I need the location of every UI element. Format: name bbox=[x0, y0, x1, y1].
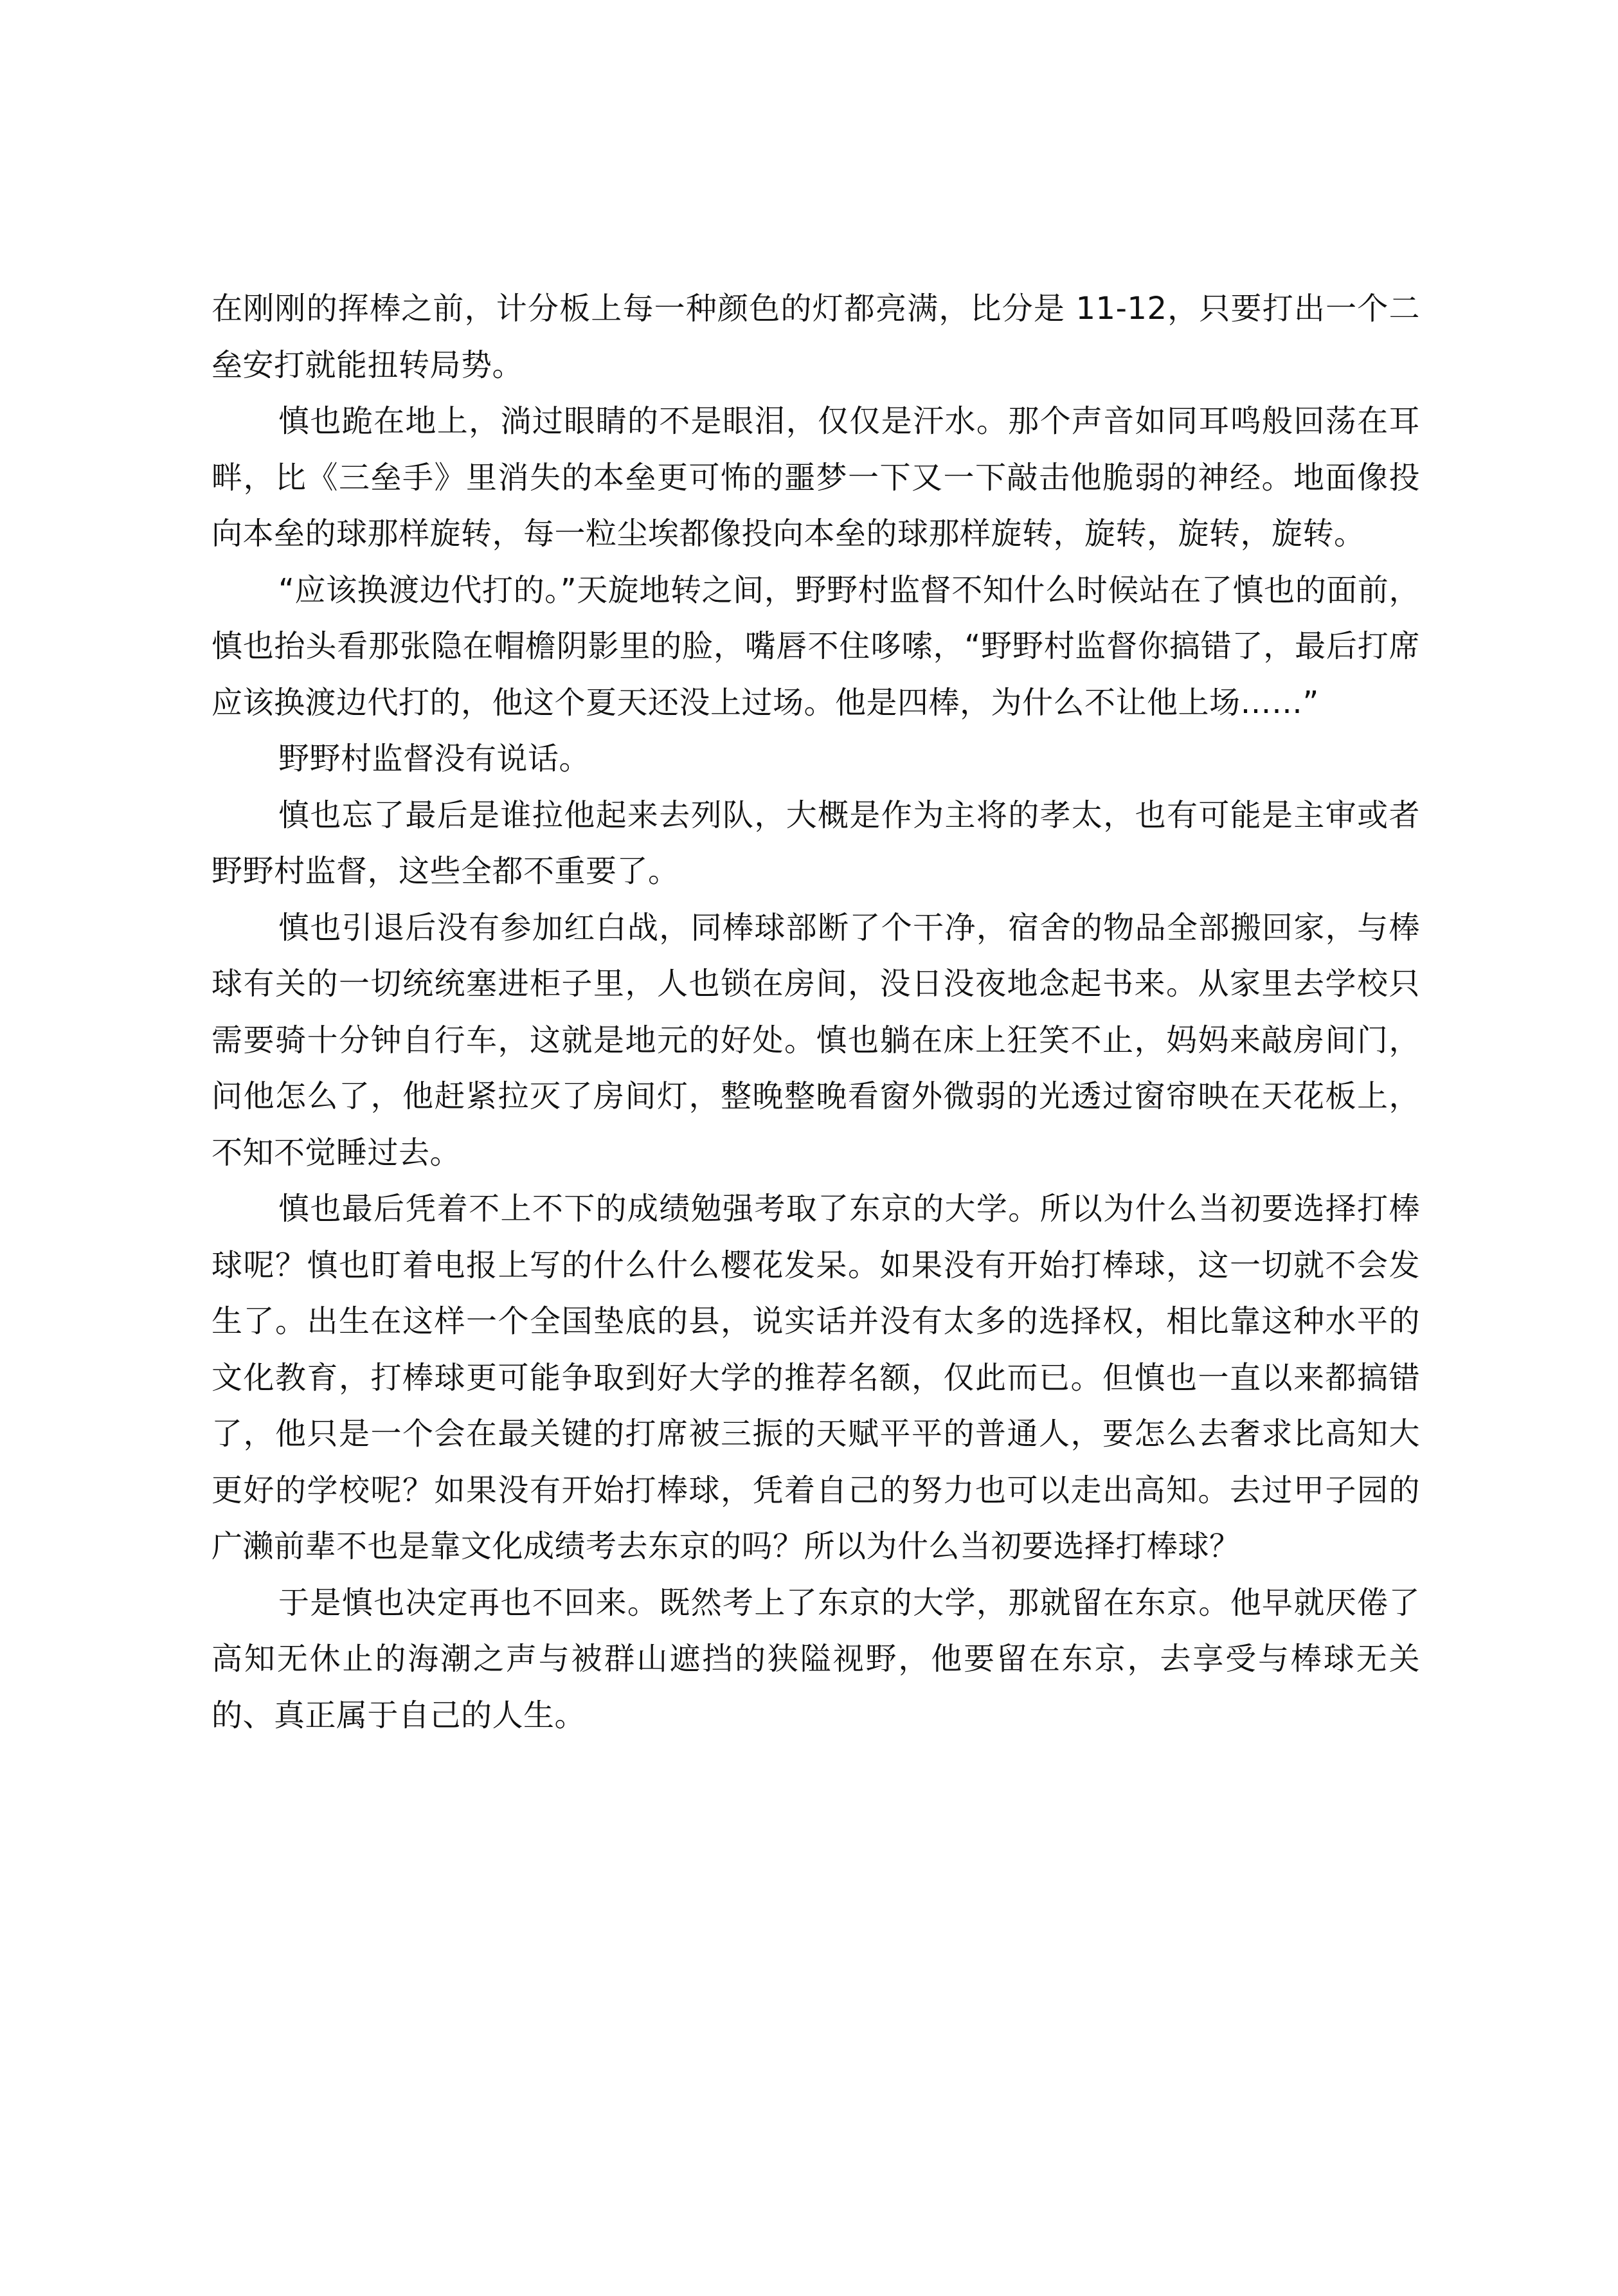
paragraph-7: 慎也最后凭着不上不下的成绩勉强考取了东京的大学。所以为什么当初要选择打棒球呢？慎也盯着电报上写的什么什么樱花发呆。如果没有开始打棒球，这一切就不会发生了。出生在这样一个全国垫底的县，说实话并没有太多的选择权，相比靠这种水平的文化教育，打棒球更可能争取到好大学的推荐名额，仅此而已。但慎也一直以来都搞错了，他只是一个会在最关键的打席被三振的天赋平平的普通人，要怎么去奢求比高知大更好的学校呢？如果没有开始打棒球，凭着自己的努力也可以走出高知。去过甲子园的广濑前辈不也是靠文化成绩考去东京的吗？所以为什么当初要选择打棒球？ bbox=[211, 1191, 1420, 1564]
paragraph-4: 野野村监督没有说话。 bbox=[278, 741, 591, 777]
body-text bbox=[211, 281, 1420, 1744]
paragraph-1: 在刚刚的挥棒之前，计分板上每一种颜色的灯都亮满，比分是 11-12，只要打出一个二垒安打就能扭转局势。 bbox=[211, 291, 1420, 383]
paragraph-3: “应该换渡边代打的。”天旋地转之间，野野村监督不知什么时候站在了慎也的面前，慎也抬头看那张隐在帽檐阴影里的脸，嘴唇不住哆嗦，“野野村监督你搞错了，最后打席应该换渡边代打的，他这个夏天还没上过场。他是四棒，为什么不让他上场……” bbox=[211, 572, 1420, 721]
paragraph-6: 慎也引退后没有参加红白战，同棒球部断了个干净，宿舍的物品全部搬回家，与棒球有关的一切统统塞进柜子里，人也锁在房间，没日没夜地念起书来。从家里去学校只需要骑十分钟自行车，这就是地元的好处。慎也躺在床上狂笑不止，妈妈来敲房间门，问他怎么了，他赶紧拉灭了房间灯，整晚整晚看窗外微弱的光透过窗帘映在天花板上，不知不觉睡过去。 bbox=[211, 909, 1420, 1171]
paragraph-2: 慎也跪在地上，淌过眼睛的不是眼泪，仅仅是汗水。那个声音如同耳鸣般回荡在耳畔，比《三垒手》里消失的本垒更可怖的噩梦一下又一下敲击他脆弱的神经。地面像投向本垒的球那样旋转，每一粒尘埃都像投向本垒的球那样旋转，旋转，旋转，旋转。 bbox=[211, 403, 1420, 552]
paragraph-8: 于是慎也决定再也不回来。既然考上了东京的大学，那就留在东京。他早就厌倦了高知无休止的海潮之声与被群山遮挡的狭隘视野，他要留在东京，去享受与棒球无关的、真正属于自己的人生。 bbox=[211, 1584, 1420, 1733]
paragraph-5: 慎也忘了最后是谁拉他起来去列队，大概是作为主将的孝太，也有可能是主审或者野野村监督，这些全都不重要了。 bbox=[211, 797, 1420, 889]
